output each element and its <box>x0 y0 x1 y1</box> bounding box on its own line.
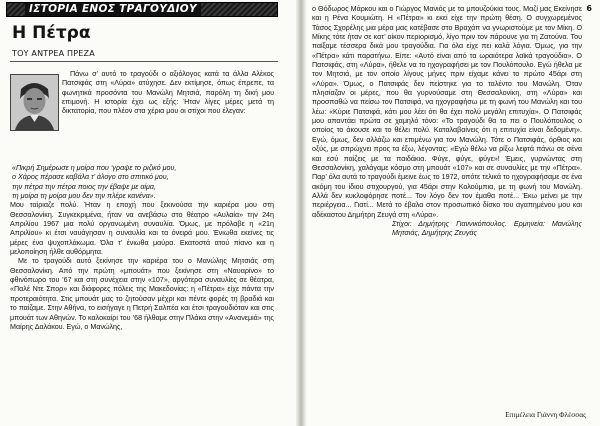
section-header-label: ΙΣΤΟΡΙΑ ΕΝΟΣ ΤΡΑΓΟΥΔΙΟΥ <box>25 3 201 16</box>
intro-paragraph: Πάνω σ’ αυτό το τραγούδι ο αξιόλογος κατά τα άλλα Αλέκος Πατσιφάς στη «Λύρα» ατύχησε. Δεν εκτίμησε, όπως έπρεπε, τα φωνητικά προσόντα του Μανώλη Μητσιά, παρόλη τη δική μου επιμονή. Η ιστορία έχει ως εξής: Ήταν λίγες μέρες μετά τη δικτατορία, που πλέον στα χέρια μου οι στίχοι που έλεγαν: <box>62 70 274 116</box>
title-divider <box>10 61 278 62</box>
left-page <box>0 0 296 426</box>
lyric-verse-4: τη μοίρα τη μοίρα μου δεν την πλέρε κανένα». <box>12 192 156 201</box>
right-page <box>306 0 600 426</box>
article-title: Η Πέτρα <box>12 23 91 43</box>
right-main-column <box>312 5 582 239</box>
lyric-verse-3: την πέτρα την πέτρα ποιος την έβαψε με αίμα, <box>12 182 156 191</box>
author-portrait-photo <box>10 74 59 131</box>
song-credits: Στίχοι: Δημήτρης Γιαννικόπουλος. Ερμηνεία: Μανώλης Μητσιάς, Δημήτρης Ζευγάς <box>392 219 582 238</box>
article-author: ΤΟΥ ΑΝΤΡΕΑ ΠΡΕΖΑ <box>12 49 95 58</box>
intro-column <box>62 70 274 117</box>
paragraph-after-verse: Μου ταίριαζε πολύ. Ήταν η εποχή που ξεκινούσα την καριέρα μου στη Θεσσαλονίκη. Συγκεκριμένα, ήταν να ανεβάσω στο θέατρο «Αυλαία» την 24η Απριλίου 1967 μια πολύ οργανωμένη συναυλία. Όμως, με πρόλαβε η «21η Απριλίου» κι έτσι ναυάγησαν η συναυλία και τα όνειρά μου. Ένιωθα εκείνες τις μέρες ένα ψυχοπλάκωμα. Όλα τ’ ένιωθα μαύρα. Εκατοστά ατού πίανο και η μελοποίηση ήλθε αυθόρμητα. <box>10 201 274 257</box>
lyric-verse-2: ο Χάρος πέρασε καβάλα τ’ άλογο στο σπιτικό μου, <box>12 173 169 182</box>
left-main-column <box>10 164 274 332</box>
editor-credit: Επιμέλεια Γιάννη Φλέσσας <box>505 410 586 419</box>
page-gutter <box>296 0 306 426</box>
paragraph-continued: ο Θόδωρος Μάρκου και ο Γιώργος Μανιός με τα μπουζούκια τους. Μαζί μας Εκείνησε και η Ρένα Κουμιώτη. Η «Πέτρα» κι εκεί είχε την πρώτη θέση. Ο συγχωρεμένος Τάσος Σχορέλης μια μέρα μας κατέβασε στο Βραχάπ να γνωριστούμε με τον Μίκη. Ο Μίκης τότε ήταν σε κατ’ οίκον περιορισμό, λίγο πριν τον πάρουνε για τη Ζατούνα. Του παίξαμε τέσσερα δικά μου τραγούδια. Για όλα είχε πει καλά λόγια. Όμως, για την «Πέτρα» κάτι παρατήνω. Είπε: «Αυτό είναι από τα ωραιότερα λαϊκά τραγούδια». Ο Πατσιφάς, στη «Λύρα», ήθελε να το ηχογραφήσει με τον Πουλόπουλο. Εγώ ήθελα με τον Μητσιά, με τον οποίο λίγους μήνες πριν είχαμε κάνει το πρώτο 45άρι στη «Λύρα». Όμως, ο Πατσιφάς δεν πείστηκε για το ταλέντο του Μανώλη. Όταν πλησίαζαν οι μέρες, που θα γυρνούσαμε στη Θεσσαλονίκη, στη «Λύρα» και προσπαθώ να πείσω τον Πατσιφά, να ηχογραφήσω με τη φωνή του Μανώλη και του λέω: «Κύριε Πατσιφά, κάτι μου λέει ότι θα έχει πολύ μεγάλη επιτυχία». Ο Πατσιφάς μου απαντάει πρώτα σε χαμηλό τόνο: «Το τραγούδι θα το πει ο Πουλόπουλος ο οποίος το άκουσε και το θέλει πολύ. Καταλαβαίνεις ότι η επιτυχία είναι δεδομένη». Εγώ, όμως, δεν αλλάζω και επιμένω για τον Μανώλη. Τότε ο Πατσιφάς, όρθιος και οξύς, με σπρώχνει προς τα έξω, λέγοντας: «Εγώ θέλω να ρίξω λεφτά πάνω σε σένα και εσύ παίζεις με τα παιδάκια. Φύγε, φύγε, φύγε»! Έμεις, γυρνώντας στη Θεσσαλονίκη, χαλάγαμε κόσμο στη μπουάτ «107» και σε συναυλίες με την «Πέτρα». Παρ’ όλα αυτά το τραγούδι έμεινε έως το 1972, οπότε τελικά το ηχογραφήσαμε σε ένα ακόμη του ίδιου στιχουργού, για 45άρι στην Κολούμπια, με τη φωνή του Μανώλη. Αλλά δεν κυκλοφόρησε ποτέ... Τον λόγο δεν τον έμαθα ποτέ... Έκω μείνει με την περιέργεια... Γιατί... Μετά το έβαλα στον προσωπικό δίσκο του αγαπημένου μου και αδέκαστου Δημήτρη Ζευγά στη «Λύρα». <box>312 5 582 219</box>
section-header-bar <box>6 2 278 17</box>
paragraph-career: Με το τραγούδι αυτό ξεκίνησε την καριέρα του ο Μανώλης Μητσιάς στη Θεσσαλονίκη. Από την πρώτη «μπουάτ» που ξεκίνησε στη «Ναυαρίνο» το φθινόπωρο του ’67 και στη συνέχεια στην «107», αργότερα συναυλίες σε θέατρα, «Παλέ Ντε Σπορ» και διάφορες πόλεις της Μακεδονίας: η «Πέτρα» είχε πάντα την προτεραιότητα. Στις μπουάτ μας το ζητούσαν μέχρι και πέντε φορές τη βραδιά και το παίζαμε. Στην Αθήνα, το εισήγαγε η Πετρή Σαλπέα και έτσι τραγουδιόταν και στις μπουάτ των Αθηνών. Το καλοκαίρι του ’68 ήλθαμε στην Πλάκα στην «Ανανεμιά» της Μαίρης Δαλάκου. Εγώ, ο Μανώλης, <box>10 257 274 331</box>
page-number: 6 <box>586 4 592 13</box>
lyric-verse-1: «Πικρή Σημέρωσε η μοίρα που ‘γραψε το ριζικό μου, <box>12 164 177 172</box>
